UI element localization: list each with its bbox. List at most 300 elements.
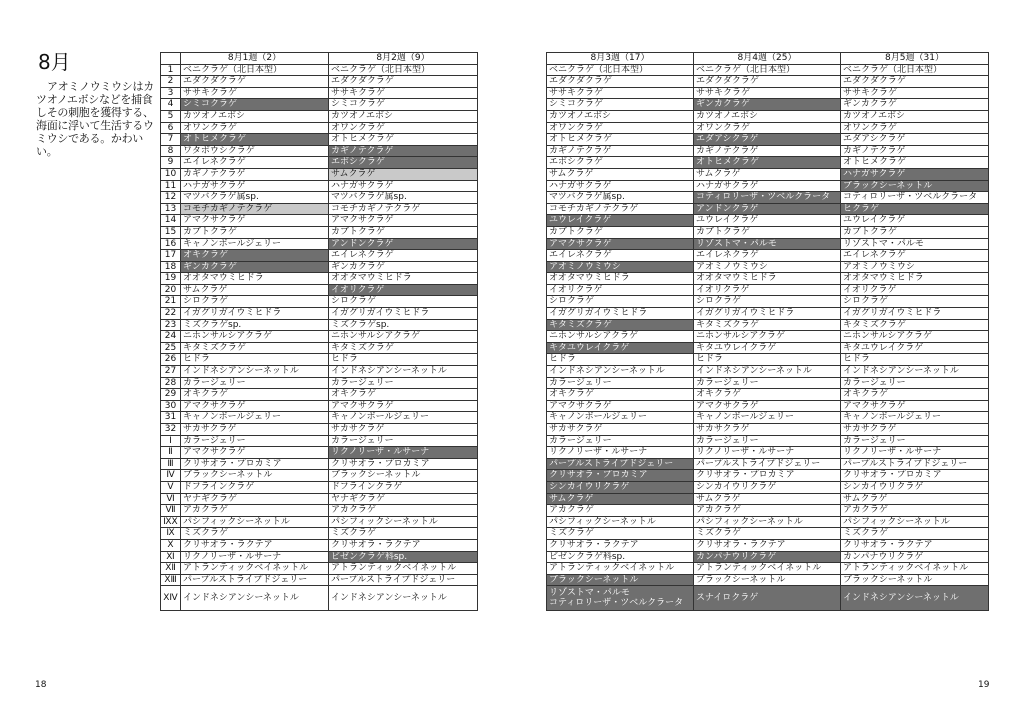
species-cell: リクノリーザ・ルサーナ [181,551,329,563]
species-cell: オキクラゲ [181,250,329,262]
species-cell: インドネシアンシーネットル [329,366,478,378]
week-header: 8月2週（9） [329,53,478,65]
species-cell: オトヒメクラゲ [694,157,841,169]
species-cell: オオタマウミヒドラ [329,273,478,285]
table-row [547,331,989,343]
species-cell: カギノテクラゲ [694,145,841,157]
species-cell: シロクラゲ [181,296,329,308]
number-header [161,53,181,65]
species-cell: オキクラゲ [547,389,694,401]
species-cell: ビゼンクラゲ科sp. [329,551,478,563]
table-row [547,238,989,250]
table-row [161,145,478,157]
row-number: XⅡ [161,563,181,575]
table-row [161,192,478,204]
row-number: 19 [161,273,181,285]
species-cell: オトヒメクラゲ [181,134,329,146]
row-number: Ⅶ [161,505,181,517]
species-cell: アマクサクラゲ [841,400,989,412]
species-cell: カツオノエボシ [841,110,989,122]
right-table-body [547,64,989,611]
species-cell: カラージェリー [181,435,329,447]
species-cell: シンカイウリクラゲ [547,481,694,493]
table-row [161,331,478,343]
species-cell: インドネシアンシーネットル [181,366,329,378]
species-cell: ニホンサルシアクラゲ [694,331,841,343]
species-cell: ミズクラゲ [329,528,478,540]
species-cell: アマクサクラゲ [181,215,329,227]
species-cell: サカサクラゲ [841,424,989,436]
table-row [161,203,478,215]
species-cell: アカクラゲ [547,505,694,517]
table-row [547,377,989,389]
table-row [547,87,989,99]
species-cell: インドネシアンシーネットル [841,586,989,611]
species-cell-line: コティロリーザ・ツベルクラータ [549,598,684,609]
table-row [547,261,989,273]
species-cell: アマクサクラゲ [181,447,329,459]
week-header: 8月5週（31） [841,53,989,65]
species-cell: コモチカギノテクラゲ [547,203,694,215]
table-row [547,481,989,493]
species-cell: ヒドラ [841,354,989,366]
species-cell: シミコクラゲ [181,99,329,111]
row-number: Ⅸ [161,528,181,540]
table-row [547,64,989,76]
row-number: 20 [161,284,181,296]
species-cell: アマクサクラゲ [547,400,694,412]
species-cell: クリサオラ・ラクテア [181,539,329,551]
species-cell: ブラックシーネットル [694,574,841,586]
species-cell: オオタマウミヒドラ [694,273,841,285]
species-cell: エボシクラゲ [547,157,694,169]
species-cell: イガグリガイウミヒドラ [841,308,989,320]
week-header: 8月1週（2） [181,53,329,65]
table-row [547,308,989,320]
species-cell: アトランティックベイネットル [329,563,478,575]
species-cell: カブトクラゲ [181,226,329,238]
table-row [547,470,989,482]
species-cell: リクノリーザ・ルサーナ [329,447,478,459]
species-cell: ヤナギクラゲ [329,493,478,505]
row-number: 12 [161,192,181,204]
species-cell: エダクダクラゲ [841,76,989,88]
species-cell: マツバクラゲ属sp. [181,192,329,204]
species-cell: カギノテクラゲ [329,145,478,157]
species-cell: ハナガサクラゲ [181,180,329,192]
species-cell: オキクラゲ [841,389,989,401]
species-cell: シロクラゲ [329,296,478,308]
species-cell: リゾストマ・パルモ [841,238,989,250]
species-cell: キタユウレイクラゲ [841,342,989,354]
table-row [161,539,478,551]
species-cell: キャノンボールジェリー [181,412,329,424]
species-cell: コティロリーザ・ツベルクラータ [694,192,841,204]
species-cell: キャノンボールジェリー [329,412,478,424]
table-row [161,516,478,528]
species-cell: ミズクラゲsp. [181,319,329,331]
species-cell: オワンクラゲ [841,122,989,134]
species-cell: ユウレイクラゲ [841,215,989,227]
species-cell: マツバクラゲ属sp. [547,192,694,204]
species-cell: エダアシクラゲ [694,134,841,146]
species-cell: ベニクラゲ（北日本型） [329,64,478,76]
species-cell: シンカイウリクラゲ [841,481,989,493]
row-number: 31 [161,412,181,424]
row-number: 29 [161,389,181,401]
species-cell: オワンクラゲ [329,122,478,134]
table-row [161,366,478,378]
species-cell: リゾストマ・パルモ [694,238,841,250]
species-cell: ブラックシーネットル [841,180,989,192]
table-row [161,122,478,134]
row-number: 30 [161,400,181,412]
species-cell: イガグリガイウミヒドラ [547,308,694,320]
table-row [547,551,989,563]
row-number: 23 [161,319,181,331]
species-cell: カラージェリー [181,377,329,389]
table-row [161,458,478,470]
species-cell: エボシクラゲ [329,157,478,169]
species-cell: イオリクラゲ [694,284,841,296]
species-cell: キタミズクラゲ [547,319,694,331]
table-row [161,168,478,180]
species-cell: サカサクラゲ [329,424,478,436]
species-cell: コモチカギノテクラゲ [329,203,478,215]
species-cell: アカクラゲ [694,505,841,517]
row-number: 28 [161,377,181,389]
row-number: 26 [161,354,181,366]
row-number: XⅢ [161,574,181,586]
species-cell: キャノンボールジェリー [694,412,841,424]
species-cell: イオリクラゲ [841,284,989,296]
species-cell: クリサオラ・ラクテア [547,539,694,551]
species-cell: サカサクラゲ [181,424,329,436]
row-number: Ⅹ [161,539,181,551]
species-cell: サムクラゲ [329,168,478,180]
species-cell: ベニクラゲ（北日本型） [694,64,841,76]
species-cell: アオミノウミウシ [694,261,841,273]
table-row [161,389,478,401]
species-cell: カンパナウリクラゲ [841,551,989,563]
row-number: 7 [161,134,181,146]
species-cell: パシフィックシーネットル [694,516,841,528]
left-week-table [160,52,478,611]
table-row [161,134,478,146]
species-cell: クリサオラ・プロカミア [694,470,841,482]
species-cell: オオタマウミヒドラ [181,273,329,285]
table-row [161,226,478,238]
species-cell: インドネシアンシーネットル [547,366,694,378]
species-cell: カラージェリー [841,377,989,389]
species-cell: イガグリガイウミヒドラ [181,308,329,320]
species-cell: シンカイウリクラゲ [694,481,841,493]
species-cell: スナイロクラゲ [694,586,841,611]
table-row [547,284,989,296]
row-number: Ⅳ [161,470,181,482]
species-cell: キタユウレイクラゲ [694,342,841,354]
species-cell: キャノンボールジェリー [547,412,694,424]
table-row [547,389,989,401]
species-cell: キャノンボールジェリー [181,238,329,250]
table-row [547,203,989,215]
table-row [547,273,989,285]
species-cell: ササキクラゲ [181,87,329,99]
species-cell: アトランティックベイネットル [841,563,989,575]
species-cell: ベニクラゲ（北日本型） [547,64,694,76]
row-number: Ⅱ [161,447,181,459]
species-cell: ギンカクラゲ [841,99,989,111]
species-cell: ブラックシーネットル [547,574,694,586]
species-cell: パープルストライプドジェリー [841,458,989,470]
species-cell: アカクラゲ [329,505,478,517]
row-number: Ⅲ [161,458,181,470]
row-number: 2 [161,76,181,88]
species-cell: インドネシアンシーネットル [181,586,329,611]
row-number: 15 [161,226,181,238]
species-cell: パープルストライプドジェリー [329,574,478,586]
table-row [547,574,989,586]
species-cell: カブトクラゲ [694,226,841,238]
species-cell: ヒドラ [694,354,841,366]
species-cell: ミズクラゲsp. [329,319,478,331]
species-cell: サカサクラゲ [547,424,694,436]
page-number: 18 [35,680,47,690]
species-cell: アマクサクラゲ [181,400,329,412]
table-row [547,516,989,528]
species-cell: シロクラゲ [841,296,989,308]
species-cell: カツオノエボシ [329,110,478,122]
species-cell: カブトクラゲ [841,226,989,238]
species-cell: ササキクラゲ [547,87,694,99]
row-number: 24 [161,331,181,343]
species-cell-line: リゾストマ・パルモ [549,587,630,598]
species-cell: カギノテクラゲ [547,145,694,157]
species-cell: パシフィックシーネットル [841,516,989,528]
row-number: XⅣ [161,586,181,611]
left-table-body [161,64,478,611]
species-cell: サムクラゲ [181,284,329,296]
species-cell: シミコクラゲ [547,99,694,111]
row-number: 22 [161,308,181,320]
species-cell: アンドンクラゲ [694,203,841,215]
species-cell: オトヒメクラゲ [841,157,989,169]
species-cell: キタミズクラゲ [329,342,478,354]
row-number: 11 [161,180,181,192]
species-cell: エダクダクラゲ [547,76,694,88]
species-cell: ユウレイクラゲ [694,215,841,227]
row-number: 27 [161,366,181,378]
table-row [161,447,478,459]
species-cell: パープルストライプドジェリー [547,458,694,470]
table-row [161,87,478,99]
table-row [161,551,478,563]
species-cell: ビゼンクラゲ科sp. [547,551,694,563]
species-cell: リクノリーザ・ルサーナ [841,447,989,459]
species-cell: パープルストライプドジェリー [694,458,841,470]
table-row [547,354,989,366]
table-row [547,157,989,169]
table-row [161,481,478,493]
species-cell: エイレネクラゲ [329,250,478,262]
species-cell: アトランティックベイネットル [694,563,841,575]
table-row [547,412,989,424]
species-cell: ギンカクラゲ [694,99,841,111]
species-cell: ササキクラゲ [694,87,841,99]
species-cell: ニホンサルシアクラゲ [181,331,329,343]
table-row [161,586,478,611]
species-cell: カラージェリー [694,377,841,389]
table-row [161,377,478,389]
row-number: ⅨⅩ [161,516,181,528]
table-row [547,447,989,459]
table-row [547,215,989,227]
row-number: 1 [161,64,181,76]
species-cell: ニホンサルシアクラゲ [547,331,694,343]
row-number: 16 [161,238,181,250]
species-cell: イオリクラゲ [329,284,478,296]
species-cell: インドネシアンシーネットル [694,366,841,378]
table-row [161,574,478,586]
species-cell: ドフラインクラゲ [181,481,329,493]
table-row [161,296,478,308]
species-cell: アトランティックベイネットル [547,563,694,575]
species-cell: ハナガサクラゲ [329,180,478,192]
table-row [547,250,989,262]
species-cell: ギンカクラゲ [181,261,329,273]
table-row [161,64,478,76]
species-cell [547,586,694,611]
table-header-row [547,53,989,65]
species-cell: ハナガサクラゲ [547,180,694,192]
table-row [547,296,989,308]
species-cell: カツオノエボシ [694,110,841,122]
species-cell: カギノテクラゲ [841,145,989,157]
table-row [547,226,989,238]
table-row [161,435,478,447]
species-cell: シロクラゲ [694,296,841,308]
row-number: 32 [161,424,181,436]
species-cell: オキクラゲ [694,389,841,401]
row-number: Ⅵ [161,493,181,505]
species-cell: キタミズクラゲ [694,319,841,331]
species-cell: クリサオラ・プロカミア [329,458,478,470]
species-cell: エイレネクラゲ [181,157,329,169]
table-row [161,99,478,111]
species-cell: クリサオラ・プロカミア [181,458,329,470]
species-cell: アオミノウミウシ [841,261,989,273]
table-row [547,99,989,111]
row-number: 18 [161,261,181,273]
species-cell: カラージェリー [329,377,478,389]
table-row [547,563,989,575]
species-cell: クリサオラ・ラクテア [329,539,478,551]
table-row [547,145,989,157]
species-cell: ハナガサクラゲ [694,180,841,192]
species-cell: サムクラゲ [694,493,841,505]
species-cell: ハナガサクラゲ [841,168,989,180]
intro-text: アオミノウミウシはカツオノエボシなどを捕食しその刺胞を獲得する、海面に浮いて生活するウミウシである。かわいい。 [36,80,154,158]
table-row [161,354,478,366]
right-week-table [546,52,989,611]
table-row [547,180,989,192]
table-row [547,586,989,611]
page-number: 19 [978,680,990,690]
table-row [161,284,478,296]
species-cell: カブトクラゲ [547,226,694,238]
species-cell: アンドンクラゲ [329,238,478,250]
species-cell: オワンクラゲ [694,122,841,134]
species-cell: カツオノエボシ [547,110,694,122]
species-cell: ワタボウシクラゲ [181,145,329,157]
species-cell: ユウレイクラゲ [547,215,694,227]
species-cell: エダクダクラゲ [694,76,841,88]
species-cell: ササキクラゲ [329,87,478,99]
species-cell: アカクラゲ [181,505,329,517]
species-cell: クリサオラ・プロカミア [841,470,989,482]
row-number: 6 [161,122,181,134]
row-number: 4 [161,99,181,111]
species-cell: エイレネクラゲ [694,250,841,262]
table-row [547,493,989,505]
species-cell: ギンカクラゲ [329,261,478,273]
week-header: 8月4週（25） [694,53,841,65]
species-cell: ベニクラゲ（北日本型） [841,64,989,76]
row-number: Ⅺ [161,551,181,563]
species-cell: オキクラゲ [329,389,478,401]
table-row [547,539,989,551]
species-cell: アマクサクラゲ [694,400,841,412]
table-row [547,435,989,447]
species-cell: オオタマウミヒドラ [841,273,989,285]
table-row [161,308,478,320]
species-cell: コティロリーザ・ツベルクラータ [841,192,989,204]
species-cell: リクノリーザ・ルサーナ [694,447,841,459]
row-number: 25 [161,342,181,354]
table-row [161,157,478,169]
row-number: 14 [161,215,181,227]
species-cell: カラージェリー [841,435,989,447]
table-row [547,528,989,540]
row-number: 8 [161,145,181,157]
species-cell: ヒドラ [547,354,694,366]
species-cell: オワンクラゲ [547,122,694,134]
species-cell: キタユウレイクラゲ [547,342,694,354]
table-row [547,400,989,412]
row-number: 21 [161,296,181,308]
species-cell: アカクラゲ [841,505,989,517]
species-cell: エイレネクラゲ [841,250,989,262]
species-cell: カギノテクラゲ [181,168,329,180]
page-heading: 8月 [38,50,71,74]
table-row [161,412,478,424]
species-cell: シロクラゲ [547,296,694,308]
species-cell: イガグリガイウミヒドラ [329,308,478,320]
species-cell: パシフィックシーネットル [181,516,329,528]
table-row [547,110,989,122]
species-cell: サムクラゲ [547,168,694,180]
species-cell: シミコクラゲ [329,99,478,111]
species-cell: エダアシクラゲ [841,134,989,146]
species-cell: カラージェリー [329,435,478,447]
species-cell: オオタマウミヒドラ [547,273,694,285]
species-cell: ミズクラゲ [841,528,989,540]
week-header: 8月3週（17） [547,53,694,65]
species-cell: パープルストライプドジェリー [181,574,329,586]
table-row [161,76,478,88]
species-cell: エダクダクラゲ [181,76,329,88]
table-row [161,424,478,436]
